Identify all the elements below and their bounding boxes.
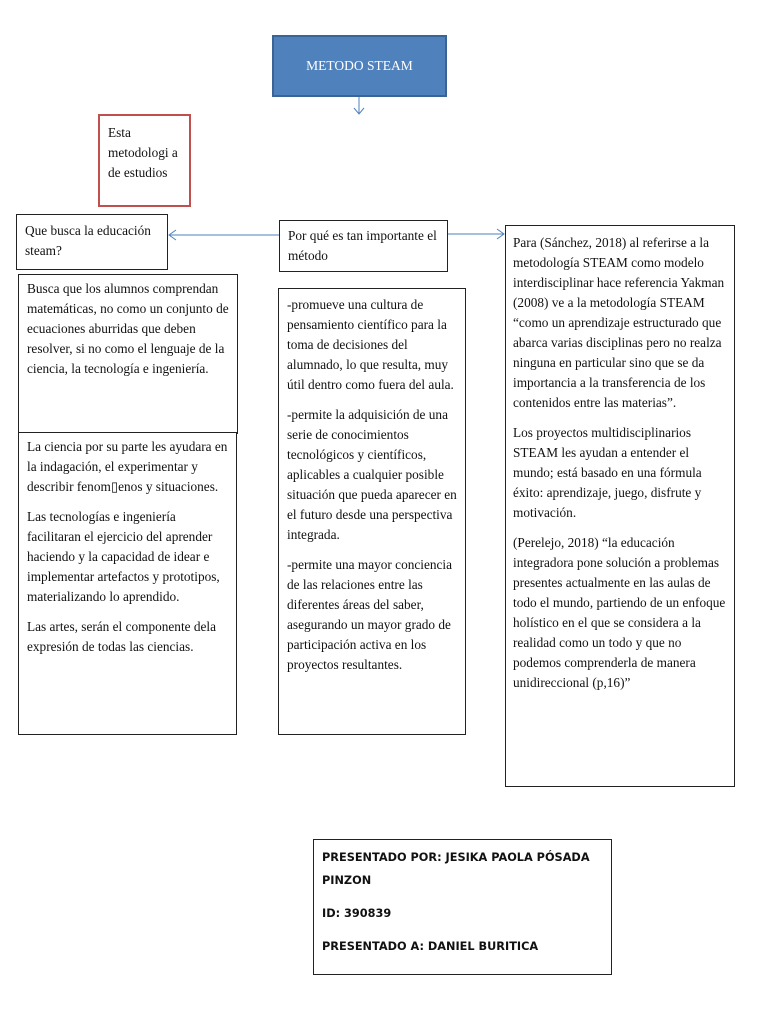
disciplines-paragraph-technology: Las tecnologías e ingeniería facilitaran el ejercicio del aprender haciendo y la capacidad de idear e implementar artefactos y prototipos, materializando lo aprendido. (27, 509, 220, 604)
importance-paragraph: -permite la adquisición de una serie de conocimientos tecnológicos y científicos, aplicables a cualquier posible situación que pueda aparecer en el futuro desde una perspectiva integrada. (287, 407, 457, 542)
question-box (16, 214, 168, 270)
diagram-title-box (272, 35, 447, 97)
importance-paragraph: -permite una mayor conciencia de las relaciones entre las diferentes áreas del saber, asegurando un mayor grado de participación activa en los proyectos resultantes. (287, 557, 453, 672)
disciplines-paragraph-science: La ciencia por su parte les ayudara en la indagación, el experimentar y describir fenom▯enos y situaciones. (27, 439, 228, 494)
presented-to: PRESENTADO A: DANIEL BURITICA (322, 940, 539, 953)
reference-paragraph-perelejo: (Perelejo, 2018) “la educación integradora pone solución a problemas presentes actualmente en las aulas de todo el mundo, partiendo de un enfoque holístico en el que se considera a la realidad como un todo y que no podemos comprenderla de manera unidireccional (p,16)” (513, 535, 726, 690)
why-important-text: Por qué es tan importante el método (288, 228, 437, 263)
arrow-title-down (354, 97, 364, 114)
arrow-why-to-right (448, 229, 504, 239)
arrow-why-to-question (169, 230, 279, 240)
disciplines-box (18, 432, 237, 735)
diagram-title: METODO STEAM (306, 58, 413, 73)
presented-by: PRESENTADO POR: JESIKA PAOLA PÓSADA PINZON (322, 851, 590, 887)
goal-box (18, 274, 238, 434)
goal-text: Busca que los alumnos comprendan matemáticas, no como un conjunto de ecuaciones aburridas que deben resolver, si no como el lenguaje de la ciencia, la tecnología e ingeniería. (27, 281, 229, 376)
importance-paragraph: -promueve una cultura de pensamiento científico para la toma de decisiones del alumnado, lo que resulta, muy útil dentro como fuera del aula. (287, 297, 454, 392)
reference-paragraph-projects: Los proyectos multidisciplinarios STEAM les ayudan a entender el mundo; está basado en una fórmula éxito: aprendizaje, juego, disfrute y motivación. (513, 425, 702, 520)
student-id: ID: 390839 (322, 907, 392, 920)
method-note-box (98, 114, 191, 207)
importance-box (278, 288, 466, 735)
reference-paragraph-sanchez: Para (Sánchez, 2018) al referirse a la metodología STEAM como modelo interdisciplinar hace referencia Yakman (2008) ve a la metodología STEAM “como un aprendizaje estructurado que abarca varias disciplinas pero no realza ninguna en particular sino que se da importancia a la transferencia de los contenidos entre las materias”. (513, 235, 725, 410)
references-box (505, 225, 735, 787)
method-note-text: Esta metodologi a de estudios (108, 125, 178, 180)
disciplines-paragraph-arts: Las artes, serán el componente dela expresión de todas las ciencias. (27, 619, 217, 654)
question-text: Que busca la educación steam? (25, 223, 151, 258)
author-info-box (313, 839, 612, 975)
why-important-box (279, 220, 448, 272)
